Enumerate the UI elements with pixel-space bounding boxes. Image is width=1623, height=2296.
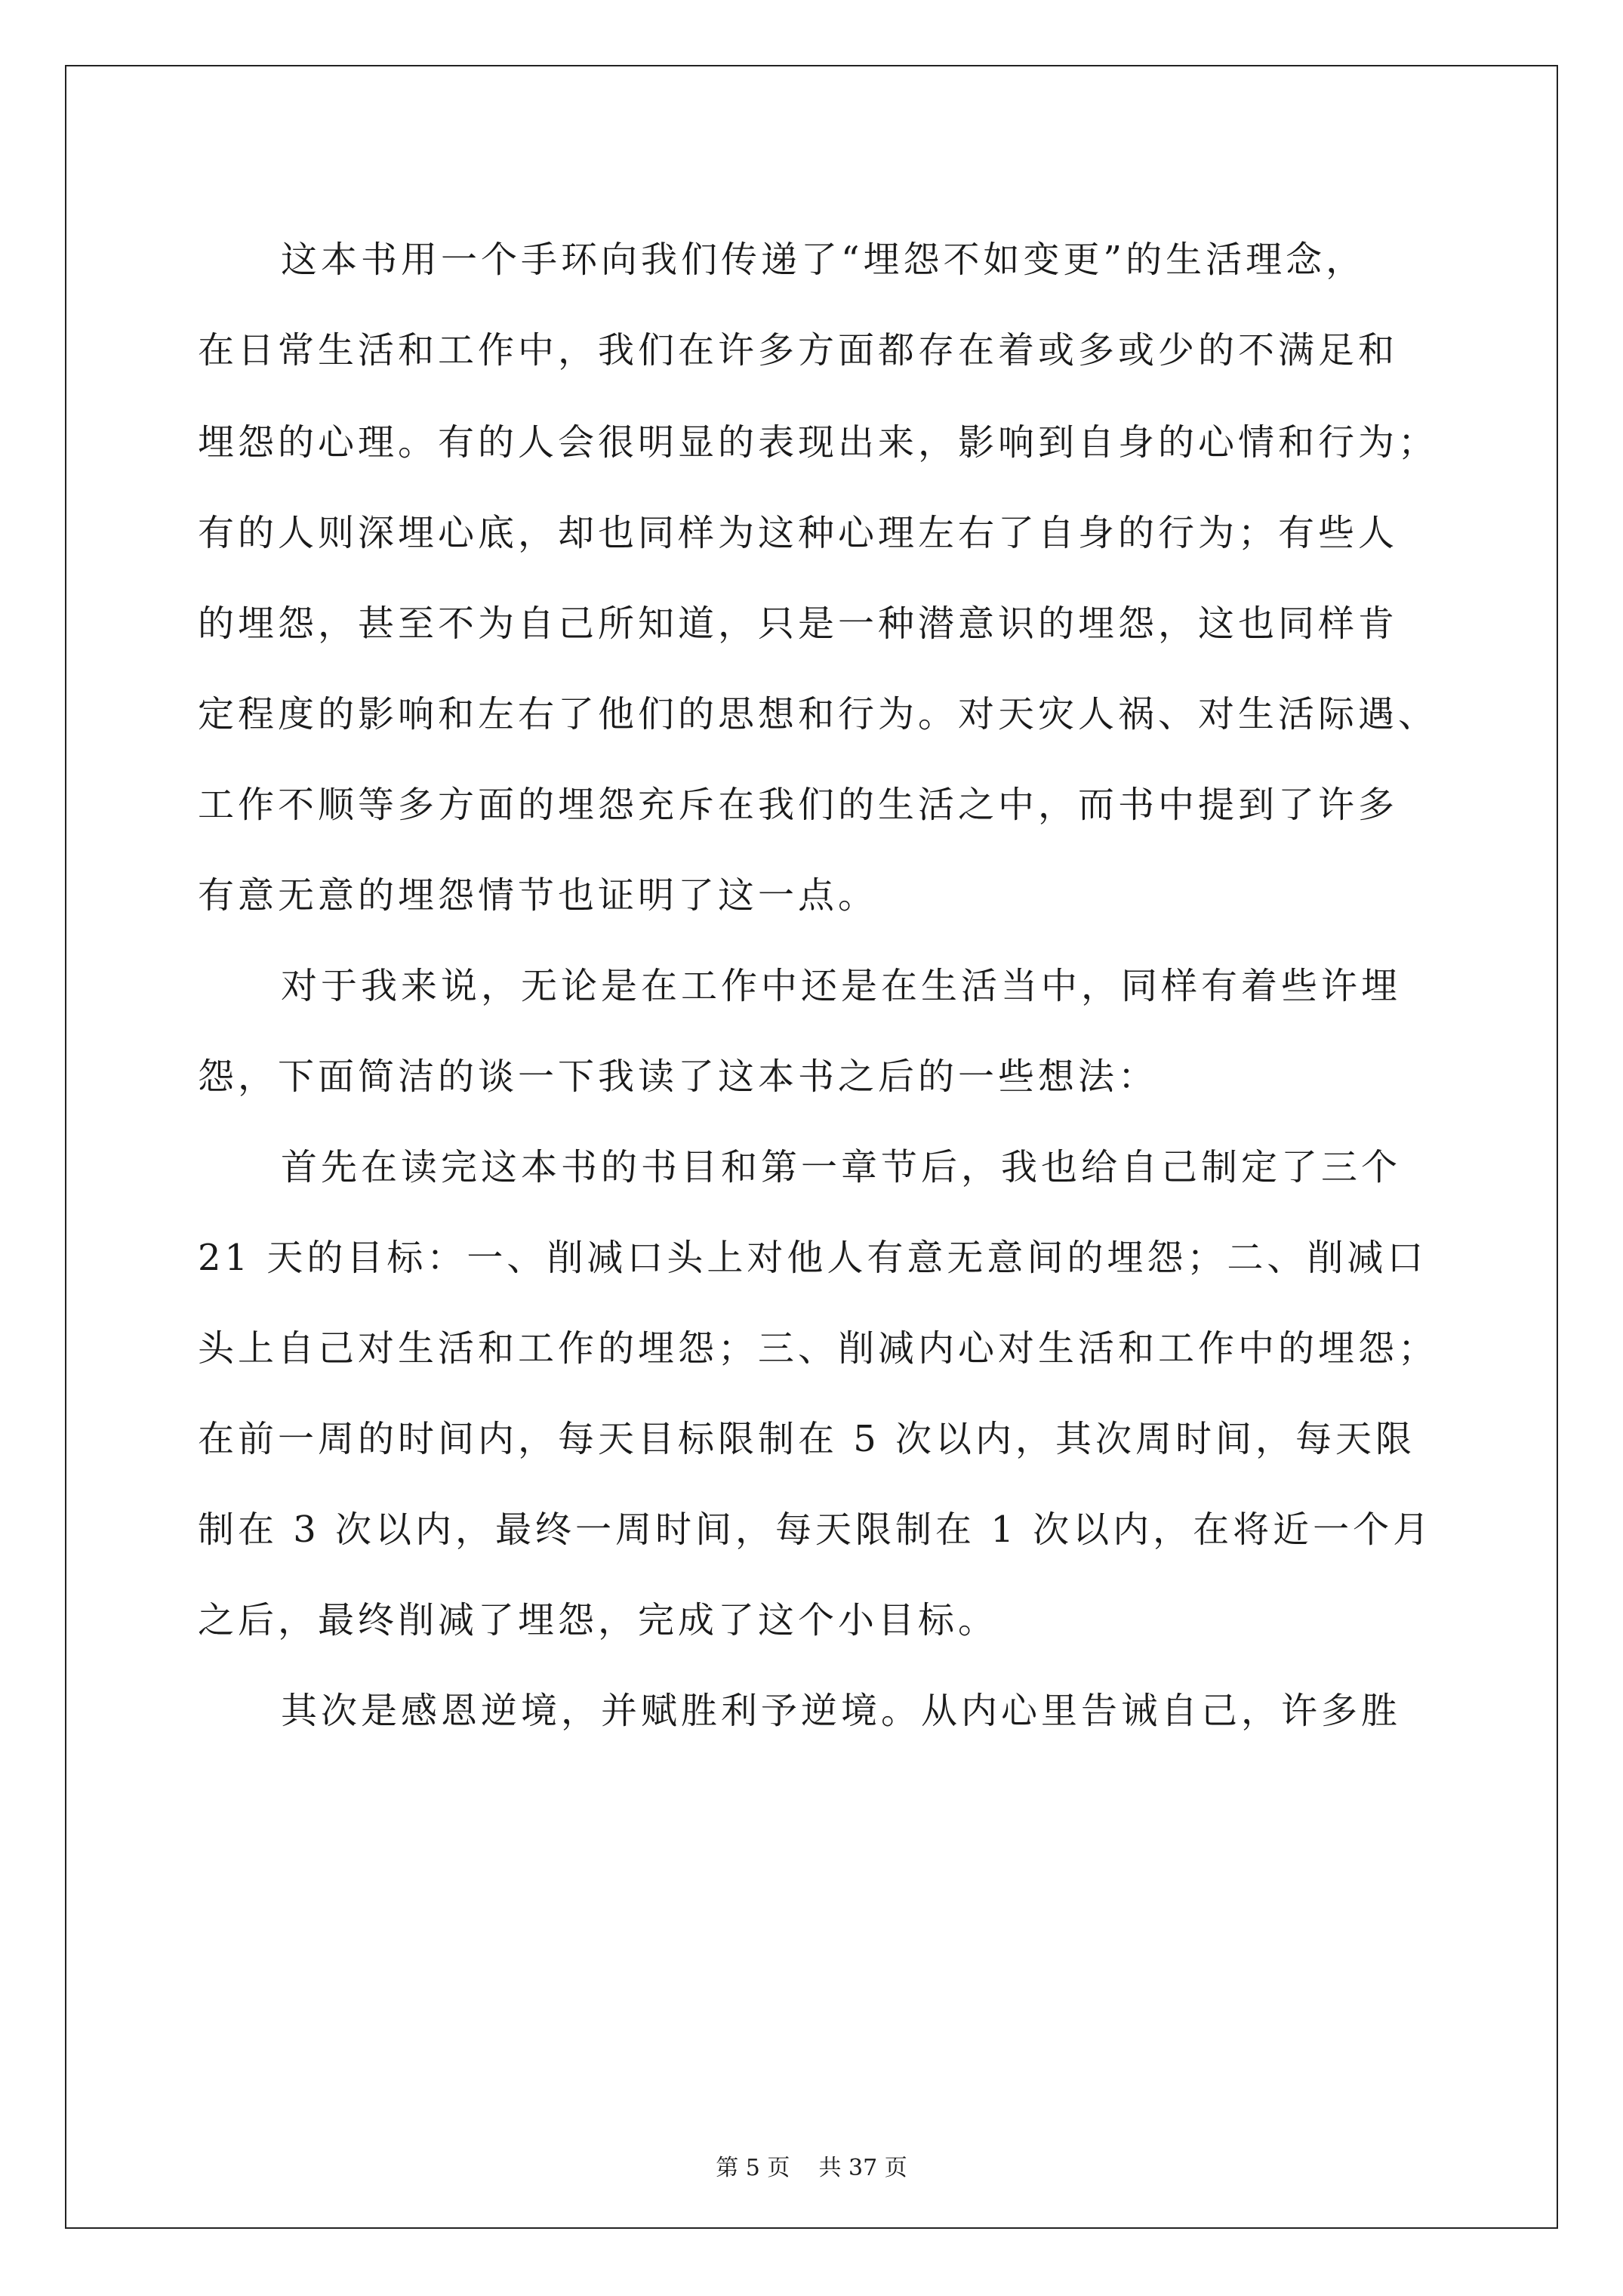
paragraph-1-line-8: 有意无意的埋怨情节也证明了这一点。 [198, 874, 879, 917]
paragraph-3-line-6: 之后，最终削减了埋怨，完成了这个小目标。 [198, 1599, 999, 1641]
paragraph-2-line-2: 怨，下面简洁的谈一下我读了这本书之后的一些想法： [198, 1056, 1159, 1098]
paragraph-1-line-1: 这本书用一个手环向我们传递了“埋怨不如变更”的生活理念， [281, 239, 1366, 281]
paragraph-1-line-6: 定程度的影响和左右了他们的思想和行为。对天灾人祸、对生活际遇、 [198, 693, 1439, 735]
paragraph-1-line-4: 有的人则深埋心底，却也同样为这种心理左右了自身的行为；有些人 [198, 512, 1399, 554]
paragraph-3-line-1: 首先在读完这本书的书目和第一章节后，我也给自己制定了三个 [281, 1146, 1402, 1188]
paragraph-3-line-2: 21 天的目标：一、削减口头上对他人有意无意间的埋怨；二、削减口 [198, 1237, 1427, 1279]
paragraph-1-line-2: 在日常生活和工作中，我们在许多方面都存在着或多或少的不满足和 [198, 329, 1399, 371]
paragraph-1-line-7: 工作不顺等多方面的埋怨充斥在我们的生活之中，而书中提到了许多 [198, 784, 1399, 826]
paragraph-2-line-1: 对于我来说，无论是在工作中还是在生活当中，同样有着些许埋 [281, 965, 1402, 1007]
paragraph-3-line-5: 制在 3 次以内，最终一周时间，每天限制在 1 次以内，在将近一个月 [198, 1509, 1434, 1551]
paragraph-1-line-3: 埋怨的心理。有的人会很明显的表现出来，影响到自身的心情和行为； [198, 421, 1439, 464]
page-number-footer: 第 5 页 共 37 页 [716, 2155, 907, 2181]
paragraph-3-line-3: 头上自己对生活和工作的埋怨；三、削减内心对生活和工作中的埋怨； [198, 1327, 1439, 1370]
paragraph-3-line-4: 在前一周的时间内，每天目标限制在 5 次以内，其次周时间，每天限 [198, 1418, 1416, 1460]
paragraph-1-line-5: 的埋怨，甚至不为自己所知道，只是一种潜意识的埋怨，这也同样肯 [198, 603, 1399, 645]
paragraph-4-line-1: 其次是感恩逆境，并赋胜利予逆境。从内心里告诫自己，许多胜 [281, 1690, 1402, 1732]
